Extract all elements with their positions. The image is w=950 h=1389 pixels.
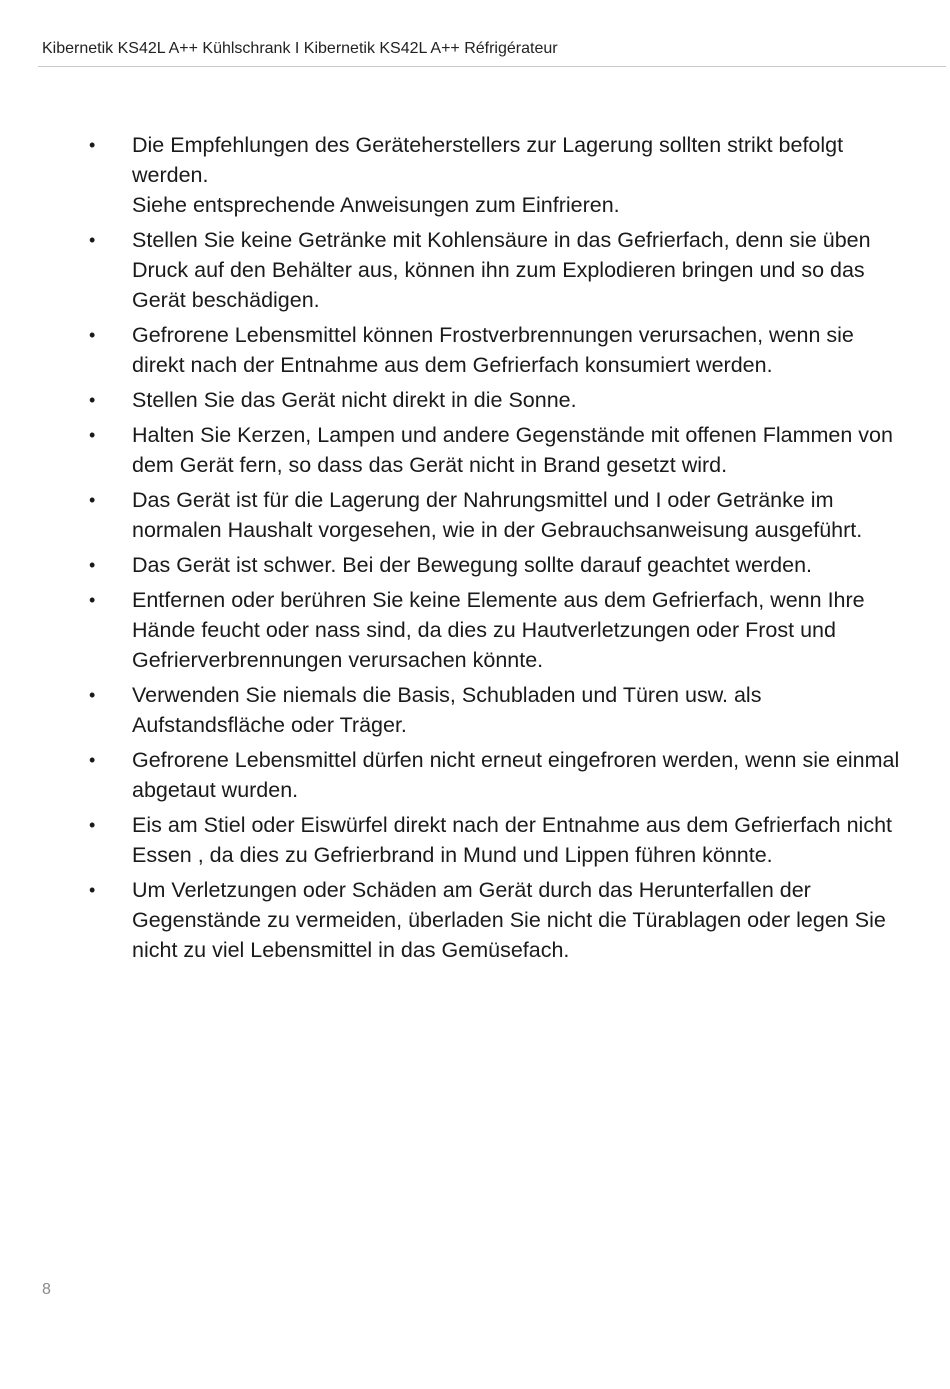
bullet-icon: • bbox=[89, 555, 96, 575]
bullet-icon: • bbox=[89, 685, 96, 705]
bullet-icon: • bbox=[89, 490, 96, 510]
list-item-text: Gefrorene Lebensmittel dürfen nicht erneut eingefroren werden, wenn sie einmal abgetaut wurden. bbox=[132, 748, 900, 802]
list-item bbox=[0, 485, 950, 545]
list-item bbox=[0, 745, 950, 805]
list-item-text: Eis am Stiel oder Eiswürfel direkt nach der Entnahme aus dem Gefrierfach nicht Essen , da dies zu Gefrierbrand in Mund und Lippen führen könnte. bbox=[132, 813, 893, 867]
list-item-text: Um Verletzungen oder Schäden am Gerät durch das Herunterfallen der Gegenstände zu vermeiden, überladen Sie nicht die Türablagen oder legen Sie nicht zu viel Lebensmittel in das Gemüsefach. bbox=[132, 878, 886, 962]
bullet-icon: • bbox=[89, 390, 96, 410]
list-item bbox=[0, 320, 950, 380]
bullet-icon: • bbox=[89, 590, 96, 610]
list-item bbox=[0, 585, 950, 675]
list-item bbox=[0, 875, 950, 965]
list-item bbox=[0, 420, 950, 480]
bullet-icon: • bbox=[89, 815, 96, 835]
bullet-icon: • bbox=[89, 230, 96, 250]
list-item-text: Gefrorene Lebensmittel können Frostverbrennungen verursachen, wenn sie direkt nach der Entnahme aus dem Gefrierfach konsumiert werden. bbox=[132, 323, 854, 377]
bullet-icon: • bbox=[89, 880, 96, 900]
header-divider bbox=[38, 66, 946, 67]
list-item-text: Halten Sie Kerzen, Lampen und andere Gegenstände mit offenen Flammen von dem Gerät fern, so dass das Gerät nicht in Brand gesetzt wird. bbox=[132, 423, 893, 477]
list-item bbox=[0, 130, 950, 220]
safety-bullet-list bbox=[0, 130, 950, 970]
list-item bbox=[0, 225, 950, 315]
list-item-text: Entfernen oder berühren Sie keine Elemente aus dem Gefrierfach, wenn Ihre Hände feucht oder nass sind, da dies zu Hautverletzungen oder Frost und Gefrierverbrennungen verursachen könnte. bbox=[132, 588, 865, 672]
list-item bbox=[0, 550, 950, 580]
bullet-icon: • bbox=[89, 425, 96, 445]
list-item-text: Das Gerät ist schwer. Bei der Bewegung sollte darauf geachtet werden. bbox=[132, 553, 813, 577]
list-item-text: Stellen Sie das Gerät nicht direkt in die Sonne. bbox=[132, 388, 577, 412]
list-item bbox=[0, 680, 950, 740]
page-header-title: Kibernetik KS42L A++ Kühlschrank I Kibernetik KS42L A++ Réfrigérateur bbox=[42, 40, 558, 57]
bullet-icon: • bbox=[89, 750, 96, 770]
list-item-text: Stellen Sie keine Getränke mit Kohlensäure in das Gefrierfach, denn sie üben Druck auf den Behälter aus, können ihn zum Explodieren bringen und so das Gerät beschädigen. bbox=[132, 228, 871, 312]
list-item-text: Das Gerät ist für die Lagerung der Nahrungsmittel und I oder Getränke im normalen Haushalt vorgesehen, wie in der Gebrauchsanweisung ausgeführt. bbox=[132, 488, 863, 542]
list-item-text: Die Empfehlungen des Geräteherstellers zur Lagerung sollten strikt befolgt werden. Siehe entsprechende Anweisungen zum Einfrieren. bbox=[132, 133, 844, 217]
list-item bbox=[0, 385, 950, 415]
bullet-icon: • bbox=[89, 135, 96, 155]
page-number: 8 bbox=[42, 1281, 51, 1298]
list-item bbox=[0, 810, 950, 870]
list-item-text: Verwenden Sie niemals die Basis, Schubladen und Türen usw. als Aufstandsfläche oder Träger. bbox=[132, 683, 762, 737]
bullet-icon: • bbox=[89, 325, 96, 345]
